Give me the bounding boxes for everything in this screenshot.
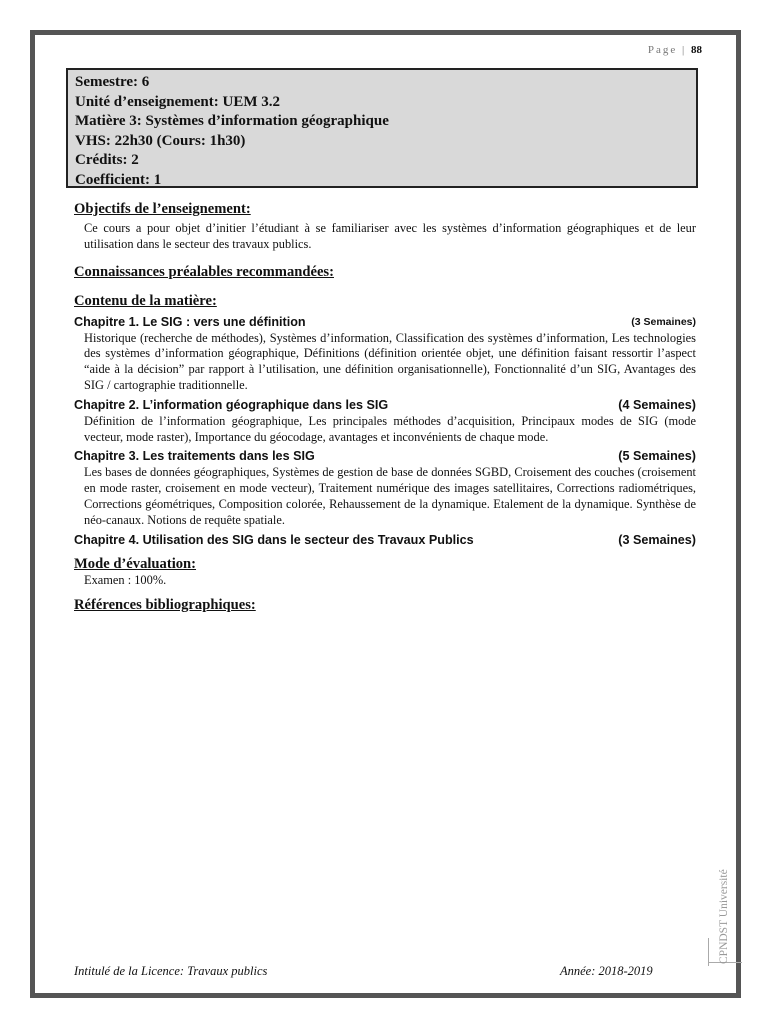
- footer-year: Année: 2018-2019: [560, 964, 653, 978]
- objectifs-title: Objectifs de l’enseignement:: [74, 201, 251, 217]
- chapter-3-text: Les bases de données géographiques, Systèmes de gestion de base de données SGBD, Croisement des couches (croisement en mode raster, croisement en mode vecteur), Traitement numérique des images satellitaires, Corrections radiométriques, Corrections géométriques, Composition colorée, Rehaussement de la dynamique. Etalement de la dynamique. Synthèse de néo-canaux. Notions de requête spatiale.: [84, 465, 696, 527]
- page-number-value: 88: [691, 44, 702, 56]
- chapter-4-title: Chapitre 4. Utilisation des SIG dans le secteur des Travaux Publics: [74, 532, 474, 547]
- references-title: Références bibliographiques:: [74, 597, 256, 614]
- chapter-1-heading: [74, 314, 696, 331]
- page-content: [74, 200, 696, 614]
- side-watermark: CPNDST Université: [718, 869, 730, 964]
- chapter-3-heading: [74, 448, 696, 465]
- chapter-3-title: Chapitre 3. Les traitements dans les SIG: [74, 449, 315, 464]
- objectifs-text: Ce cours a pour objet d’initier l’étudiant à se familiariser avec les systèmes d’information géographiques et de leur utilisation dans le secteur des travaux publics.: [84, 221, 696, 251]
- vhs-line: VHS: 22h30 (Cours: 1h30): [75, 132, 246, 149]
- chapter-3-duration: (5 Semaines): [618, 449, 696, 464]
- chapter-2-duration: (4 Semaines): [618, 397, 696, 412]
- course-info-box: [66, 68, 698, 188]
- chapter-2-title: Chapitre 2. L’information géographique dans les SIG: [74, 397, 389, 412]
- chapter-1-title: Chapitre 1. Le SIG : vers une définition: [74, 314, 306, 329]
- page-number: [648, 44, 702, 56]
- footer-licence: Intitulé de la Licence: Travaux publics: [74, 964, 268, 978]
- chapter-2-text: Définition de l’information géographique, Les principales méthodes d’acquisition, Principaux modes de SIG (mode vecteur, mode raster), Importance du géocodage, avantages et inconvénients de chaque mode.: [84, 413, 696, 444]
- connaissances-title: Connaissances préalables recommandées:: [74, 263, 334, 280]
- matiere-line: Matière 3: Systèmes d’information géographique: [75, 113, 389, 130]
- unite-line: Unité d’enseignement: UEM 3.2: [75, 93, 280, 110]
- chapter-1-text: Historique (recherche de méthodes), Systèmes d’information, Classification des systèmes d’information, Les technologies des systèmes d’information géographique, Définitions (définition orientée objet, une définition faisant ressortir l’aspect “aide à la décision” par rapport à l’utilisation, une définition organisationnelle), Fonctionnalité d’un SIG, Avantages des SIG / cartographie traditionnelle.: [84, 330, 696, 392]
- credits-line: Crédits: 2: [75, 152, 139, 169]
- evaluation-text: Examen : 100%.: [84, 572, 167, 587]
- evaluation-title: Mode d’évaluation:: [74, 555, 197, 572]
- chapter-4-heading: [74, 532, 696, 549]
- semestre-line: Semestre: 6: [75, 74, 150, 90]
- contenu-title: Contenu de la matière:: [74, 292, 217, 309]
- chapter-1-duration: (3 Semaines): [631, 315, 696, 328]
- coefficient-line: Coefficient: 1: [75, 171, 162, 188]
- chapter-4-duration: (3 Semaines): [618, 532, 696, 547]
- chapter-2-heading: [74, 397, 696, 414]
- page-number-prefix: Page |: [647, 44, 687, 56]
